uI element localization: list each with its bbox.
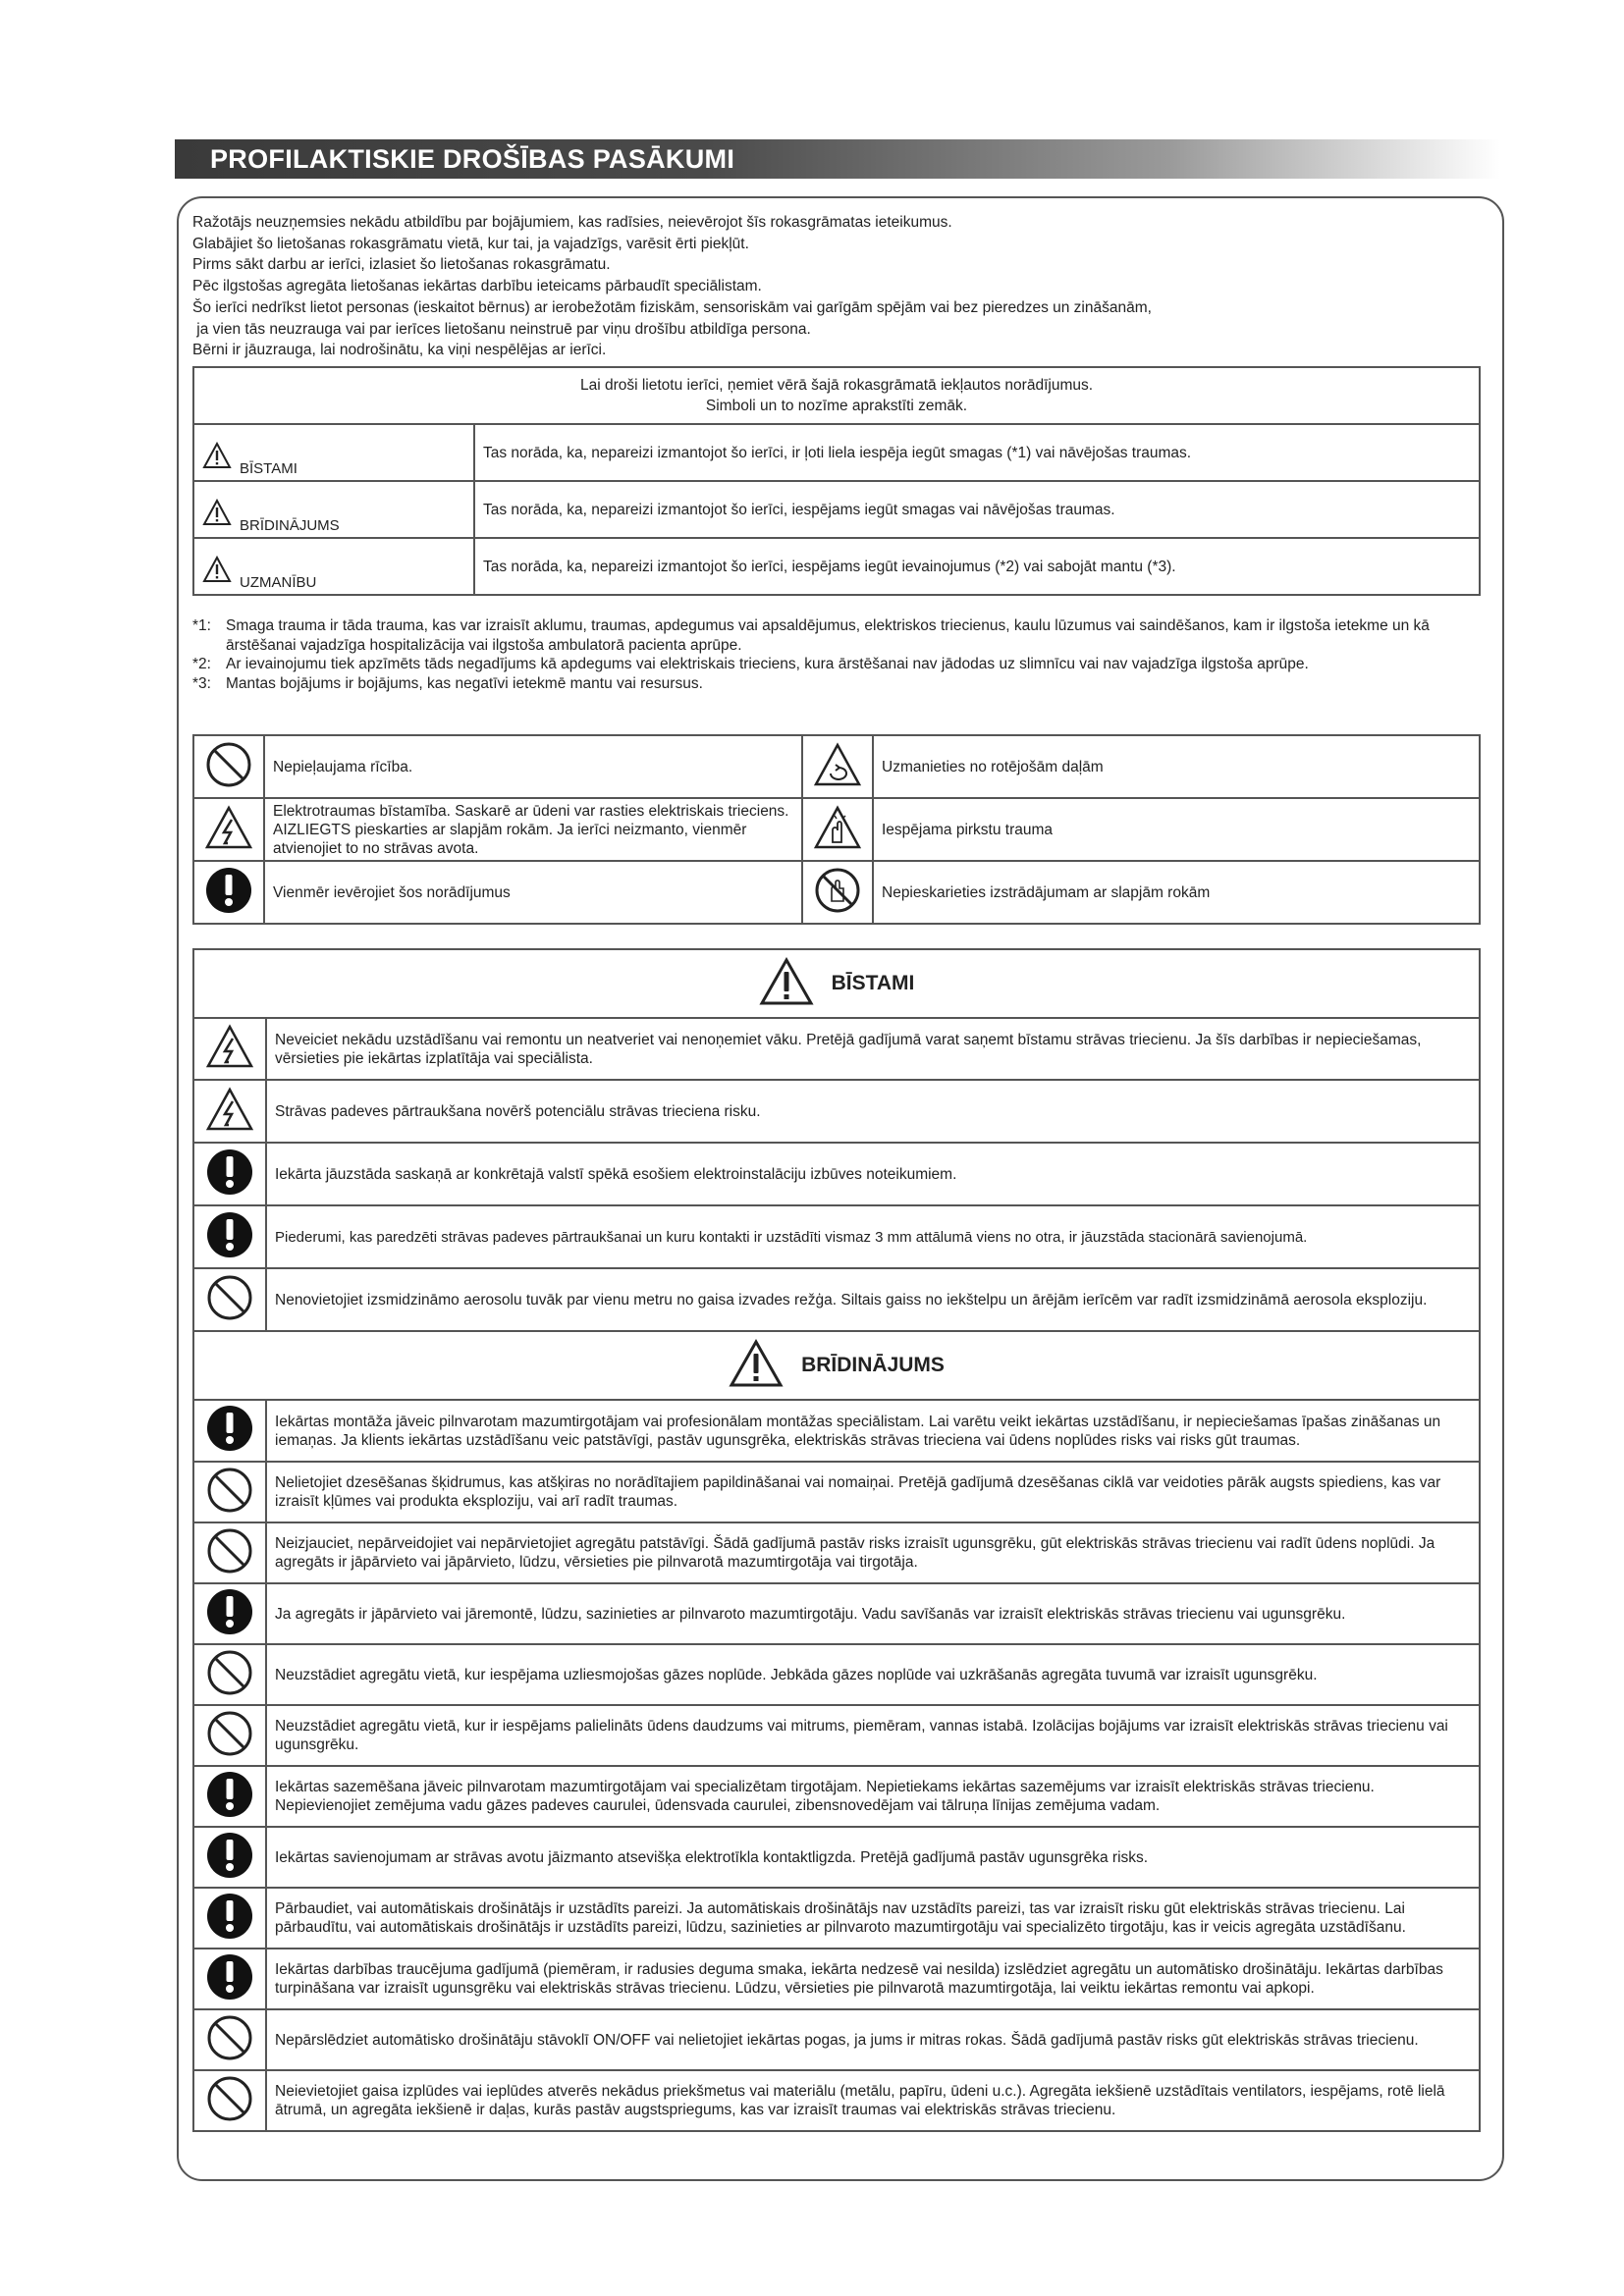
prohibition-icon bbox=[205, 1526, 254, 1580]
danger-item bbox=[193, 1205, 1480, 1268]
footnotes bbox=[192, 616, 1479, 693]
warning-item-text: Neievietojiet gaisa izplūdes vai ieplūdes atverēs nekādus priekšmetus vai materiālu (metālu, papīru, ūdeni u.c.). Agregāta iekšienē uzstādītais ventilators, iespējams, rotē lielā ātrumā, un agregāta iekšienē ir daļas, kurās pastāv augstspriegums, kas var izraisīt traumas vai elektriskās strāvas triecienu. bbox=[266, 2070, 1480, 2131]
mandatory-icon bbox=[205, 1770, 254, 1824]
intro-line: Pēc ilgstošas agregāta lietošanas iekārtas darbību ieteicams pārbaudīt speciālistam. bbox=[192, 278, 762, 295]
warning-item bbox=[193, 2070, 1480, 2131]
finger-injury-icon bbox=[813, 805, 862, 855]
warning-item-text: Iekārtas montāža jāveic pilnvarotam mazumtirgotājam vai profesionālam montāžas speciālistam. Lai varētu veikt iekārtas uzstādīšanu, ir nepieciešamas īpašas zināšanas un iemaņas. Ja klients iekārtas uzstādīšanu veic patstāvīgi, pastāv ugunsgrēka, elektriskās strāvas trieciena vai ūdens noplūdes risks vai risks gūt traumas. bbox=[266, 1400, 1480, 1462]
warning-item-text: Iekārtas sazemēšana jāveic pilnvarotam mazumtirgotājam vai specializētam tirgotājam. Nepietiekams iekārtas sazemējums var izraisīt elektriskās strāvas triecienu. Nepievienojiet zemējuma vadu gāzes padeves caurulei, ūdensvada caurulei, zibensnovedējam vai tālruņa līnijas zemējuma vadam. bbox=[266, 1766, 1480, 1827]
hazard-level-name: BRĪDINĀJUMS bbox=[240, 516, 340, 534]
warning-item-text: Neizjauciet, nepārveidojiet vai nepārvietojiet agregātu patstāvīgi. Šādā gadījumā pastāv risks izraisīt ugunsgrēku, gūt elektriskās strāvas triecienu vai radīt ūdens noplūdi. Ja agregāts ir jāpārvieto vai jāpārvieto, lūdzu, vērsieties pie pilnvarotā mazumtirgotāja vai tirgotāja. bbox=[266, 1522, 1480, 1583]
danger-item-text: Neveiciet nekādu uzstādīšanu vai remontu un neatveriet vai nenoņemiet vāku. Pretējā gadījumā varat saņemt bīstamu strāvas triecienu. Ja šīs darbības ir nepieciešamas, vērsieties pie iekārtas izplatītāja vai speciālista. bbox=[266, 1018, 1480, 1080]
hazard-level-name: BĪSTAMI bbox=[240, 459, 298, 477]
rotating-parts-icon bbox=[813, 742, 862, 792]
symbol-description: Nepieskarieties izstrādājumam ar slapjām rokām bbox=[873, 861, 1480, 924]
prohibition-icon bbox=[205, 1648, 254, 1702]
intro-text bbox=[192, 212, 1498, 361]
intro-line: Glabājiet šo lietošanas rokasgrāmatu vietā, kur tai, ja vajadzīgs, varēsit ērti piekļūt. bbox=[192, 235, 749, 252]
footnote bbox=[192, 616, 1479, 655]
danger-item-text: Iekārta jāuzstāda saskaņā ar konkrētajā valstī spēkā esošiem elektroinstalāciju izbūves noteikumiem. bbox=[266, 1143, 1480, 1205]
prohibition-icon bbox=[205, 2013, 254, 2067]
title-bar bbox=[175, 139, 1500, 179]
footnote-text: Ar ievainojumu tiek apzīmēts tāds negadījums kā apdegums vai elektriskais trieciens, kura ārstēšanai nav jādodas uz slimnīcu vai nav vajadzīga ilgstoša aprūpe. bbox=[226, 656, 1309, 672]
symbol-description: Elektrotraumas bīstamība. Saskarē ar ūdeni var rasties elektriskais trieciens. AIZLIEGTS pieskarties ar slapjām rokām. Ja ierīci neizmanto, vienmēr atvienojiet to no strāvas avota. bbox=[264, 798, 802, 861]
warning-item bbox=[193, 1827, 1480, 1888]
danger-item bbox=[193, 1268, 1480, 1331]
footnote-key: *3: bbox=[192, 674, 211, 692]
mandatory-icon bbox=[205, 1148, 254, 1201]
prohibition-icon bbox=[205, 1273, 254, 1327]
danger-item-text: Piederumi, kas paredzēti strāvas padeves pārtraukšanai un kuru kontakti ir uzstādīti vismaz 3 mm attālumā viens no otra, ir jāuzstāda stacionārā savienojumā. bbox=[266, 1205, 1480, 1268]
footnote-text: Smaga trauma ir tāda trauma, kas var izraisīt aklumu, traumas, apdegumus vai apsaldējumus, elektriskos triecienus, kaulu lūzumus vai saindēšanos, kam ir ilgstoša ietekme un kā ārstēšanai vajadzīga hospitalizācija vai ilgstoša ambulatorā pacienta aprūpe. bbox=[226, 617, 1430, 654]
danger-section-header bbox=[193, 949, 1480, 1018]
hazard-level-description: Tas norāda, ka, nepareizi izmantojot šo ierīci, ir ļoti liela iespēja iegūt smagas (*1) vai nāvējošas traumas. bbox=[474, 424, 1480, 481]
legend-header bbox=[193, 367, 1480, 424]
warning-section-header bbox=[193, 1331, 1480, 1400]
warning-item bbox=[193, 1888, 1480, 1949]
hazard-level-legend bbox=[192, 366, 1481, 596]
danger-item-text: Nenovietojiet izsmidzināmo aerosolu tuvāk par vienu metru no gaisa izvades režģa. Siltais gaiss no iekštelpu un ārējām ierīcēm var radīt izsmidzināmā aerosola eksploziju. bbox=[266, 1268, 1480, 1331]
hazard-level-description: Tas norāda, ka, nepareizi izmantojot šo ierīci, iespējams iegūt ievainojumus (*2) vai sabojāt mantu (*3). bbox=[474, 538, 1480, 595]
intro-line: ja vien tās neuzrauga vai par ierīces lietošanu neinstruē par viņu drošību atbildīga persona. bbox=[192, 320, 811, 338]
legend-header-line: Simboli un to nozīme aprakstīti zemāk. bbox=[705, 398, 968, 414]
symbol-description: Uzmanieties no rotējošām daļām bbox=[873, 735, 1480, 798]
mandatory-icon bbox=[205, 1210, 254, 1264]
warning-item bbox=[193, 1949, 1480, 2009]
symbol-description: Iespējama pirkstu trauma bbox=[873, 798, 1480, 861]
warning-item bbox=[193, 1522, 1480, 1583]
footnote bbox=[192, 674, 1479, 694]
hazard-level-description: Tas norāda, ka, nepareizi izmantojot šo ierīci, iespējams iegūt smagas vai nāvējošas traumas. bbox=[474, 481, 1480, 538]
danger-item bbox=[193, 1018, 1480, 1080]
prohibition-icon bbox=[205, 2074, 254, 2128]
legend-row-warning bbox=[193, 481, 1480, 538]
mandatory-icon bbox=[205, 1587, 254, 1641]
warning-triangle-icon bbox=[759, 957, 814, 1009]
symbol-description: Nepieļaujama rīcība. bbox=[264, 735, 802, 798]
prohibition-icon bbox=[205, 1466, 254, 1520]
symbol-description: Vienmēr ievērojiet šos norādījumus bbox=[264, 861, 802, 924]
warning-item-text: Ja agregāts ir jāpārvieto vai jāremontē, lūdzu, sazinieties ar pilnvaroto mazumtirgotāju. Vadu savīšanās var izraisīt elektriskās strāvas triecienu vai ugunsgrēku. bbox=[266, 1583, 1480, 1644]
footnote-key: *2: bbox=[192, 656, 211, 672]
warning-item bbox=[193, 1705, 1480, 1766]
prohibition-icon bbox=[204, 740, 253, 794]
warning-section-title: BRĪDINĀJUMS bbox=[801, 1353, 945, 1376]
warning-item-text: Nepārslēdziet automātisko drošinātāju stāvoklī ON/OFF vai nelietojiet iekārtas pogas, ja jums ir mitras rokas. Šādā gadījumā pastāv risks gūt elektriskās strāvas triecienu. bbox=[266, 2009, 1480, 2070]
warning-item-text: Neuzstādiet agregātu vietā, kur iespējama uzliesmojošas gāzes noplūde. Jebkāda gāzes noplūde vai uzkrāšanās agregāta tuvumā var izraisīt ugunsgrēku. bbox=[266, 1644, 1480, 1705]
footnote-text: Mantas bojājums ir bojājums, kas negatīvi ietekmē mantu vai resursus. bbox=[226, 674, 703, 692]
warning-item-text: Nelietojiet dzesēšanas šķidrumus, kas atšķiras no norādītajiem papildināšanai vai nomaiņai. Pretējā gadījumā dzesēšanas ciklā var veidoties pārāk augsts spiediens, kas var izraisīt kļūmes vai produkta eksploziju, vai arī radīt traumas. bbox=[266, 1462, 1480, 1522]
danger-item bbox=[193, 1080, 1480, 1143]
symbol-row bbox=[193, 798, 1480, 861]
electric-shock-icon bbox=[205, 1087, 254, 1137]
page-title: PROFILAKTISKIE DROŠĪBAS PASĀKUMI bbox=[210, 144, 735, 174]
danger-item-text: Strāvas padeves pārtraukšana novērš potenciālu strāvas trieciena risku. bbox=[266, 1080, 1480, 1143]
warning-item-text: Pārbaudiet, vai automātiskais drošinātājs ir uzstādīts pareizi. Ja automātiskais drošinātājs nav uzstādīts pareizi, tas var izraisīt risku gūt elektriskās strāvas triecienu. Lai pārbaudītu, vai automātiskais drošinātājs ir uzstādīts pareizi, lūdzu, sazinieties ar pilnvaroto mazumtirgotāju vai specializēto tirgotāju, kas ir veicis agregāta uzstādīšanu. bbox=[266, 1888, 1480, 1949]
warning-item bbox=[193, 1462, 1480, 1522]
symbol-legend bbox=[192, 734, 1481, 925]
warning-item bbox=[193, 2009, 1480, 2070]
prohibition-icon bbox=[205, 1709, 254, 1763]
intro-line: Pirms sākt darbu ar ierīci, izlasiet šo lietošanas rokasgrāmatu. bbox=[192, 256, 611, 274]
warning-triangle-icon bbox=[202, 556, 232, 588]
warning-item-text: Iekārtas darbības traucējuma gadījumā (piemēram, ir radusies deguma smaka, iekārta nedzesē vai nesilda) izslēdziet agregātu un automātisko drošinātāju. Iekārtas darbības turpināšana var izraisīt ugunsgrēku vai elektriskās strāvas triecienu. Lūdzu, vērsieties pie pilnvarotā mazumtirgotāja, lai veiktu iekārtas remontu vai apkopi. bbox=[266, 1949, 1480, 2009]
warning-item bbox=[193, 1583, 1480, 1644]
warning-triangle-icon bbox=[202, 499, 232, 531]
mandatory-icon bbox=[205, 1404, 254, 1458]
safety-instructions-table bbox=[192, 948, 1481, 2132]
legend-row-caution bbox=[193, 538, 1480, 595]
mandatory-icon bbox=[205, 1952, 254, 2006]
intro-line: Bērni ir jāuzrauga, lai nodrošinātu, ka viņi nespēlējas ar ierīci. bbox=[192, 342, 607, 359]
legend-row-danger bbox=[193, 424, 1480, 481]
electric-shock-icon bbox=[204, 805, 253, 855]
warning-item bbox=[193, 1400, 1480, 1462]
footnote-key: *1: bbox=[192, 617, 211, 634]
electric-shock-icon bbox=[205, 1024, 254, 1074]
warning-item-text: Neuzstādiet agregātu vietā, kur ir iespējams palielināts ūdens daudzums vai mitrums, piemēram, vannas istabā. Izolācijas bojājums var izraisīt elektriskās strāvas triecienu vai ugunsgrēku. bbox=[266, 1705, 1480, 1766]
warning-item bbox=[193, 1766, 1480, 1827]
danger-section-title: BĪSTAMI bbox=[831, 971, 915, 994]
mandatory-icon bbox=[205, 1831, 254, 1885]
warning-item-text: Iekārtas savienojumam ar strāvas avotu jāizmanto atsevišķa elektrotīkla kontaktligzda. Pretējā gadījumā pastāv ugunsgrēka risks. bbox=[266, 1827, 1480, 1888]
symbol-row bbox=[193, 735, 1480, 798]
intro-line: Ražotājs neuzņemsies nekādu atbildību par bojājumiem, kas radīsies, neievērojot šīs rokasgrāmatas ieteikumus. bbox=[192, 214, 952, 231]
no-wet-hands-icon bbox=[813, 866, 862, 920]
danger-item bbox=[193, 1143, 1480, 1205]
mandatory-icon bbox=[204, 866, 253, 920]
intro-line: Šo ierīci nedrīkst lietot personas (ieskaitot bērnus) ar ierobežotām fiziskām, sensoriskām vai garīgām spējām vai bez pieredzes un zināšanām, bbox=[192, 298, 1152, 316]
legend-header-line: Lai droši lietotu ierīci, ņemiet vērā šajā rokasgrāmatā iekļautos norādījumus. bbox=[579, 377, 1094, 394]
warning-triangle-icon bbox=[202, 442, 232, 474]
mandatory-icon bbox=[205, 1892, 254, 1946]
hazard-level-name: UZMANĪBU bbox=[240, 573, 317, 591]
symbol-row bbox=[193, 861, 1480, 924]
warning-item bbox=[193, 1644, 1480, 1705]
footnote bbox=[192, 655, 1479, 674]
warning-triangle-icon bbox=[729, 1339, 784, 1391]
